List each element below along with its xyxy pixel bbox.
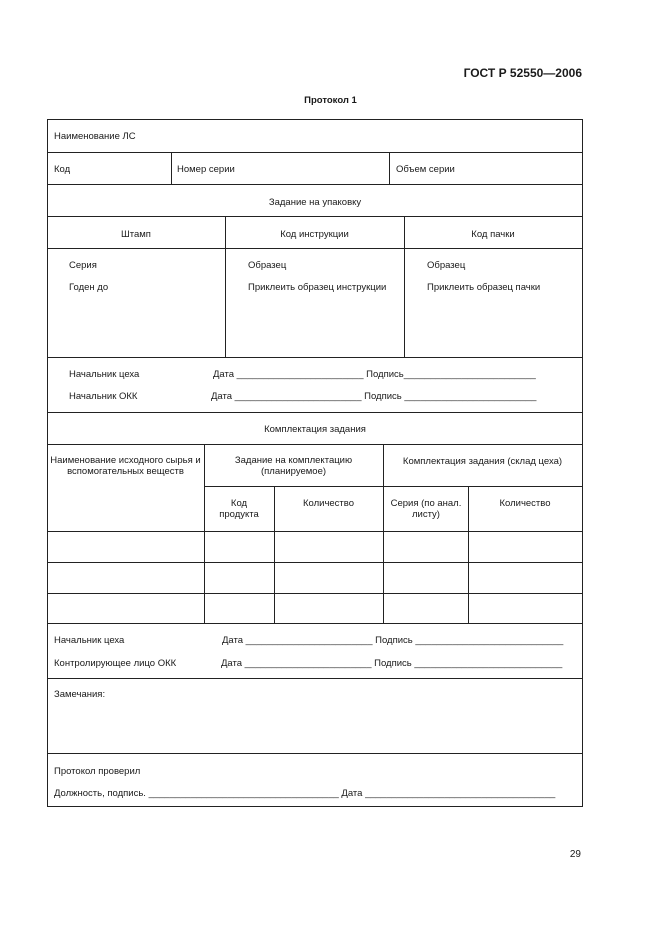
col-actual: Комплектация задания (склад цеха) [402, 456, 563, 467]
divider [47, 531, 583, 532]
series-number-label: Номер серии [177, 164, 235, 175]
divider [47, 184, 583, 185]
name-label: Наименование ЛС [54, 131, 136, 142]
page-number: 29 [569, 849, 581, 860]
divider [47, 357, 583, 358]
okk-controller-label: Контролирующее лицо ОКК [54, 658, 177, 669]
sub-quantity-planned: Количество [302, 498, 355, 509]
instruction-sample: Образец [248, 260, 287, 271]
col-instruction-code: Код инструкции [280, 229, 349, 240]
sub-quantity-actual: Количество [499, 498, 551, 509]
sub-series: Серия (по анал. листу) [390, 498, 462, 520]
shop-head-sign-line-2: Дата ________________________ Подпись ____________________________ [222, 635, 564, 646]
packaging-heading: Задание на упаковку [268, 197, 362, 208]
divider [383, 444, 384, 623]
pack-sample: Образец [427, 260, 466, 271]
divider [171, 152, 172, 184]
stamp-valid-until: Годен до [69, 282, 109, 293]
sub-product-code: Код продукта [219, 498, 259, 520]
series-volume-label: Объем серии [396, 164, 455, 175]
okk-controller-sign-line: Дата ________________________ Подпись ____________________________ [221, 658, 563, 669]
document-code: ГОСТ Р 52550—2006 [463, 66, 582, 80]
complect-heading: Комплектация задания [264, 424, 366, 435]
protocol-title: Протокол 1 [304, 95, 357, 106]
frame-right [582, 119, 583, 807]
divider [47, 753, 583, 754]
divider [47, 593, 583, 594]
shop-head-label: Начальник цеха [69, 369, 140, 380]
pack-attach: Приклеить образец пачки [427, 282, 541, 293]
okk-head-sign-line: Дата ________________________ Подпись _________________________ [211, 391, 537, 402]
divider [47, 444, 583, 445]
divider [47, 562, 583, 563]
shop-head-sign-line: Дата ________________________ Подпись_________________________ [213, 369, 536, 380]
divider [47, 248, 583, 249]
col-stamp: Штамп [121, 229, 151, 240]
col-material: Наименование исходного сырья и вспомогательных веществ [50, 455, 201, 477]
remarks-label: Замечания: [54, 689, 106, 700]
divider [47, 623, 583, 624]
col-pack-code: Код пачки [471, 229, 515, 240]
col-planned: Задание на комплектацию (планируемое) [234, 455, 353, 477]
stamp-series: Серия [69, 260, 97, 271]
shop-head-label-2: Начальник цеха [54, 635, 125, 646]
divider [47, 216, 583, 217]
frame-top [47, 119, 583, 120]
divider [47, 412, 583, 413]
divider [204, 444, 205, 623]
divider [204, 486, 583, 487]
frame-bottom [47, 806, 583, 807]
checked-by-label: Протокол проверил [54, 766, 141, 777]
code-label: Код [54, 164, 71, 175]
divider [47, 152, 583, 153]
instruction-attach: Приклеить образец инструкции [248, 282, 387, 293]
divider [389, 152, 390, 184]
divider [47, 678, 583, 679]
position-sign-date-line: Должность, подпись. ____________________________________ Дата ____________________________________ [54, 788, 556, 799]
okk-head-label: Начальник ОКК [69, 391, 138, 402]
